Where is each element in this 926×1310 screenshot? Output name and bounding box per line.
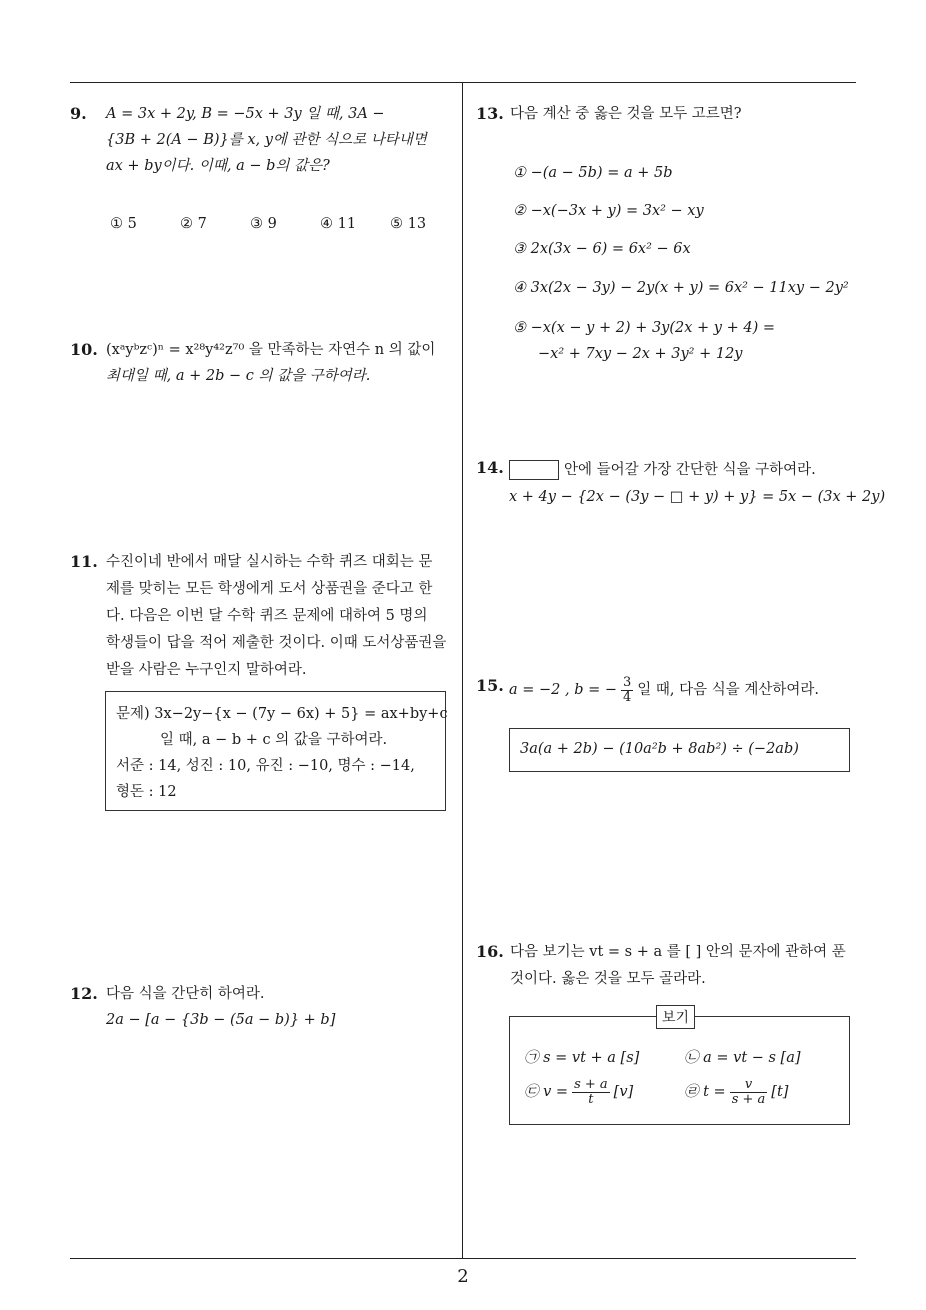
column-divider [462,82,463,1258]
condition-text: a = −2 , b = − [509,682,618,699]
choice-2[interactable]: ② 7 [180,216,207,232]
question-text: 다. 다음은 이번 달 수학 퀴즈 문제에 대하여 5 명의 [106,608,428,624]
expression: x + 4y − {2x − (3y − □ + y) + y} = 5x − (3x + 2y) [509,489,886,505]
box-text: 일 때, a − b + c 의 값을 구하여라. [160,732,388,748]
question-number: 9. [70,104,87,123]
example-item-1[interactable]: ㉠ s = vt + a [s] [524,1050,640,1066]
option-3[interactable]: ③ 2x(3x − 6) = 6x² − 6x [513,241,691,257]
fraction-numerator: s + a [574,1077,608,1092]
fraction-denominator: t [588,1092,594,1108]
example-item-3-lhs: ㉢ v = [524,1084,569,1101]
fraction-denominator: 4 [623,690,632,706]
question-text: 안에 들어갈 가장 간단한 식을 구하여라. [564,462,816,478]
fraction [621,676,633,706]
question-text: 학생들이 답을 적어 제출한 것이다. 이때 도서상품권을 [106,635,447,651]
example-box [509,1016,850,1125]
question-text: ax + by이다. 이때, a − b의 값은? [106,158,330,174]
box-text: 형돈 : 12 [116,784,177,800]
option-5[interactable]: ⑤ −x(x − y + 2) + 3y(2x + y + 4) = [513,320,775,336]
choice-4[interactable]: ④ 11 [320,216,357,232]
question-number: 13. [476,104,504,123]
example-item-3-var: [v] [613,1084,634,1101]
question-number: 16. [476,942,504,961]
page-number: 2 [457,1266,469,1287]
question-text: 최대일 때, a + 2b − c 의 값을 구하여라. [106,368,371,384]
top-rule [70,82,856,83]
question-text: A = 3x + 2y, B = −5x + 3y 일 때, 3A − [106,106,385,122]
question-text: 받을 사람은 누구인지 말하여라. [106,662,307,678]
question-number: 10. [70,340,98,359]
example-tag: 보기 [656,1005,695,1029]
question-number: 15. [476,676,504,695]
option-2[interactable]: ② −x(−3x + y) = 3x² − xy [513,203,704,219]
question-text: {3B + 2(A − B)}를 x, y에 관한 식으로 나타내면 [106,132,427,148]
question-text: 것이다. 옳은 것을 모두 골라라. [510,971,706,987]
example-item-4-var: [t] [771,1084,789,1101]
question-text: 제를 맞히는 모든 학생에게 도서 상품권을 준다고 한 [106,581,433,597]
bottom-rule [70,1258,856,1259]
option-4[interactable]: ④ 3x(2x − 3y) − 2y(x + y) = 6x² − 11xy − 2y² [513,280,849,296]
fraction-denominator: s + a [731,1092,766,1108]
box-text: 서준 : 14, 성진 : 10, 유진 : −10, 명수 : −14, [116,758,415,774]
choice-5[interactable]: ⑤ 13 [390,216,427,232]
option-5-continued: −x² + 7xy − 2x + 3y² + 12y [538,346,743,362]
choice-3[interactable]: ③ 9 [250,216,277,232]
example-item-3[interactable] [524,1078,633,1108]
fraction-numerator: 3 [623,675,632,690]
question-text: 다음 보기는 vt = s + a 를 [ ] 안의 문자에 관하여 푼 [510,944,846,960]
question-number: 14. [476,458,504,477]
example-item-2[interactable]: ㉡ a = vt − s [a] [684,1050,801,1066]
example-item-4-lhs: ㉣ t = [684,1084,726,1101]
question-text: 수진이네 반에서 매달 실시하는 수학 퀴즈 대회는 문 [106,554,433,570]
fraction [730,1078,768,1108]
box-text: 문제) 3x−2y−{x − (7y − 6x) + 5} = ax+by+c [116,706,448,722]
option-1[interactable]: ① −(a − 5b) = a + 5b [513,165,673,181]
question-number: 11. [70,552,98,571]
example-item-4[interactable] [684,1078,788,1108]
fraction [572,1078,610,1108]
question-text: (xᵃyᵇzᶜ)ⁿ = x²⁸y⁴²z⁷⁰ 을 만족하는 자연수 n 의 값이 [106,342,436,358]
answer-blank[interactable] [509,460,559,480]
question-text: 다음 식을 간단히 하여라. [106,986,265,1002]
question-text: 다음 계산 중 옳은 것을 모두 고르면? [510,106,742,122]
expression: 2a − [a − {3b − (5a − b)} + b] [106,1012,336,1028]
expression: 3a(a + 2b) − (10a²b + 8ab²) ÷ (−2ab) [520,741,799,757]
fraction-numerator: v [730,1078,768,1093]
condition-tail: 일 때, 다음 식을 계산하여라. [637,682,820,699]
choice-1[interactable]: ① 5 [110,216,137,232]
question-number: 12. [70,984,98,1003]
condition [509,676,819,706]
